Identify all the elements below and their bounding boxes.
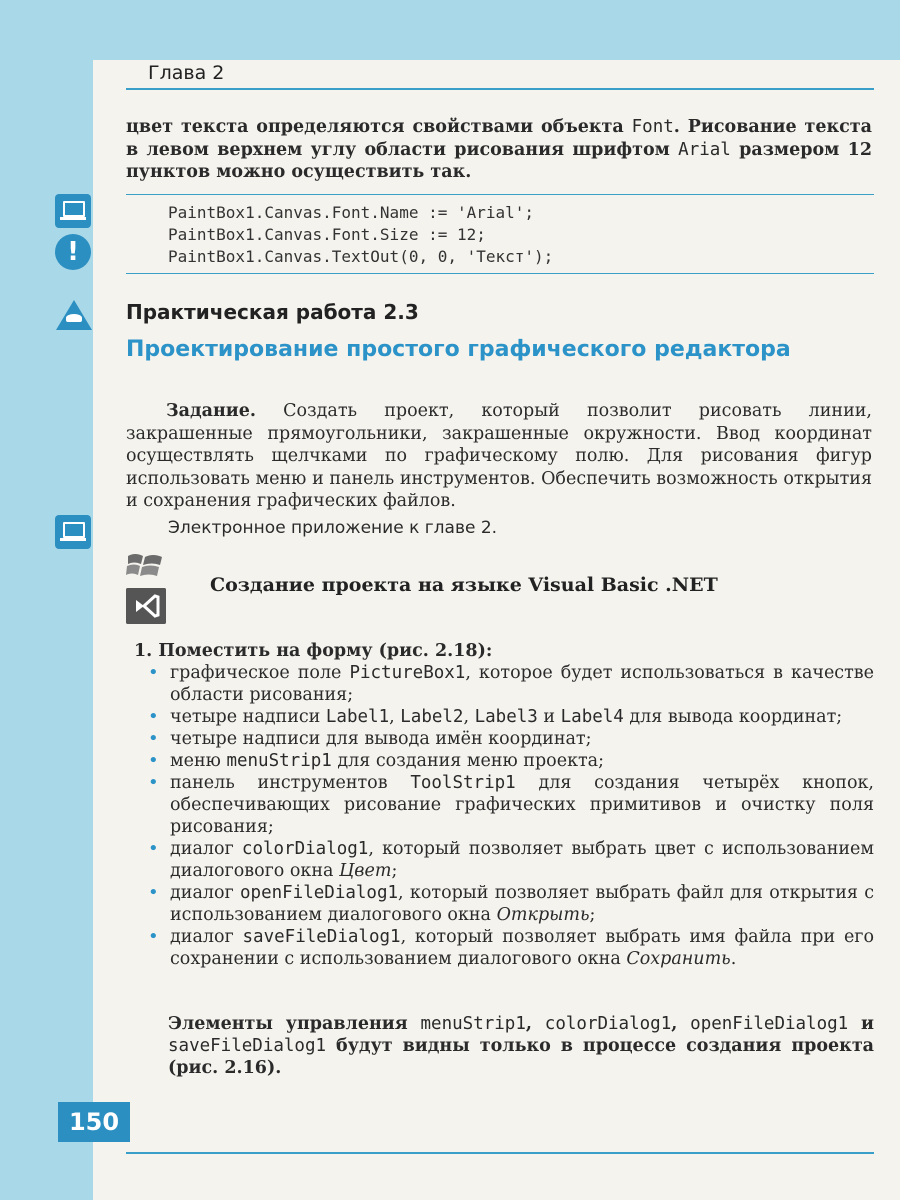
item-text: ; [589,905,596,925]
task-text: Создать проект, который позволит рисовать линии, закрашенные прямоугольники, закрашенные окружности. Ввод координат осуществлять щелчками по графическому полю. Для рисования фигур использовать меню и панель инструментов. Обеспечить возможность открытия и сохранения графических файлов. [126,401,872,511]
closing-code: saveFileDialog1 [168,1036,327,1056]
item-text: четыре надписи для вывода имён координат; [170,729,592,749]
item-code: openFileDialog1 [240,883,399,903]
intro-paragraph [126,116,872,184]
list-item: • диалог openFileDialog1, который позволяет выбрать файл для открытия с использованием диалогового окна Открыть; [148,882,874,925]
item-text: , который позволяет выбрать файл для открытия с использованием диалогового окна [170,883,874,925]
code-line-2: PaintBox1.Canvas.Font.Size := 12; [168,225,486,244]
section-heading: Создание проекта на языке Visual Basic .NET [210,574,718,596]
item-code: menuStrip1 [226,751,332,771]
list-item: • диалог colorDialog1, который позволяет выбрать цвет с использованием диалогового окна Цвет; [148,838,874,881]
item-code: Label4 [560,707,624,727]
header-divider [126,88,874,90]
item-text: диалог [170,839,242,859]
item-text: для вывода координат; [623,707,843,727]
closing-text: Элементы управления [168,1014,421,1034]
task-label: Задание. [166,401,256,421]
page-number: 150 [58,1102,130,1142]
item-text: ; [391,861,398,881]
footer-divider [126,1152,874,1154]
intro-font-word: Font [631,117,674,137]
item-code: Label1 [325,707,390,727]
closing-text: , [671,1014,691,1034]
steps-list [134,640,874,970]
item-text: и [537,707,561,727]
lesson-title: Проектирование простого графического редактора [126,337,791,362]
item-text: , [463,707,475,727]
item-code: PictureBox1 [349,663,466,683]
item-text: , [389,707,401,727]
item-italic: Цвет [339,861,392,881]
item-text: четыре надписи [170,707,326,727]
closing-code: menuStrip1 [420,1014,526,1034]
item-code: saveFileDialog1 [242,927,401,947]
list-item: • панель инструментов ToolStrip1 для создания четырёх кнопок, обеспечивающих рисование графических примитивов и очистку поля рисования; [148,772,874,837]
closing-code: openFileDialog1 [690,1014,849,1034]
list-item: • диалог saveFileDialog1, который позволяет выбрать имя файла при его сохранении с использованием диалогового окна Сохранить. [148,926,874,969]
closing-code: colorDialog1 [544,1014,672,1034]
intro-text-3: размером 12 пунктов можно осуществить так. [126,139,872,182]
item-text: , которое будет использоваться в качестве области рисования; [170,663,874,705]
item-text: диалог [170,883,240,903]
list-item: • графическое поле PictureBox1, которое будет использоваться в качестве области рисования; [148,662,874,705]
item-code: colorDialog1 [241,839,369,859]
bullet-list [134,662,874,970]
intro-arial-word: Arial [678,139,731,160]
top-margin-band [0,0,900,60]
practice-label: Практическая работа 2.3 [126,300,419,324]
intro-text-2: . Рисование текста в левом верхнем углу области рисования шрифтом [126,117,872,160]
closing-text: , [525,1014,545,1034]
step-1-heading: 1. Поместить на форму (рис. 2.18): [134,641,493,661]
item-text: , который позволяет выбрать имя файла при его сохранении с использованием диалогового окна [170,927,874,969]
list-item: • четыре надписи Label1, Label2, Label3 и Label4 для вывода координат; [148,706,843,727]
item-text: графическое поле [170,663,350,683]
item-text: диалог [170,927,243,947]
computer-icon-2 [55,515,91,549]
item-italic: Сохранить [626,949,731,969]
intro-text-1: цвет текста определяются свойствами объекта [126,117,632,137]
closing-text: и [848,1014,875,1034]
list-item: • четыре надписи для вывода имён координат; [148,728,592,749]
closing-paragraph [168,1013,874,1079]
item-text: , который позволяет выбрать цвет с использованием диалогового окна [170,839,874,881]
item-text: панель инструментов [170,773,411,793]
code-line-3: PaintBox1.Canvas.TextOut(0, 0, 'Текст'); [168,247,554,266]
visual-studio-logo-icon [126,588,166,624]
computer-icon [55,194,91,228]
side-margin-band [0,0,93,1200]
code-line-1: PaintBox1.Canvas.Font.Name := 'Arial'; [168,203,535,222]
chapter-header: Глава 2 [148,62,225,84]
code-block [126,194,874,274]
item-text: . [730,949,737,969]
windows-logo-icon [126,550,164,580]
item-text: для создания четырёх кнопок, обеспечивающих рисование графических примитивов и очистку поля рисования; [170,773,874,837]
exclamation-icon: ! [55,234,91,270]
item-code: ToolStrip1 [410,773,516,793]
list-item: • меню menuStrip1 для создания меню проекта; [148,750,605,771]
item-text: для создания меню проекта; [331,751,605,771]
item-text: меню [170,751,227,771]
item-code: Label2 [400,707,464,727]
app-note: Электронное приложение к главе 2. [168,518,498,538]
task-paragraph [126,400,872,513]
item-italic: Открыть [496,905,590,925]
closing-text: будут видны только в процессе создания проекта (рис. 2.16). [168,1036,874,1078]
item-code: Label3 [474,707,538,727]
triangle-icon [56,300,92,330]
